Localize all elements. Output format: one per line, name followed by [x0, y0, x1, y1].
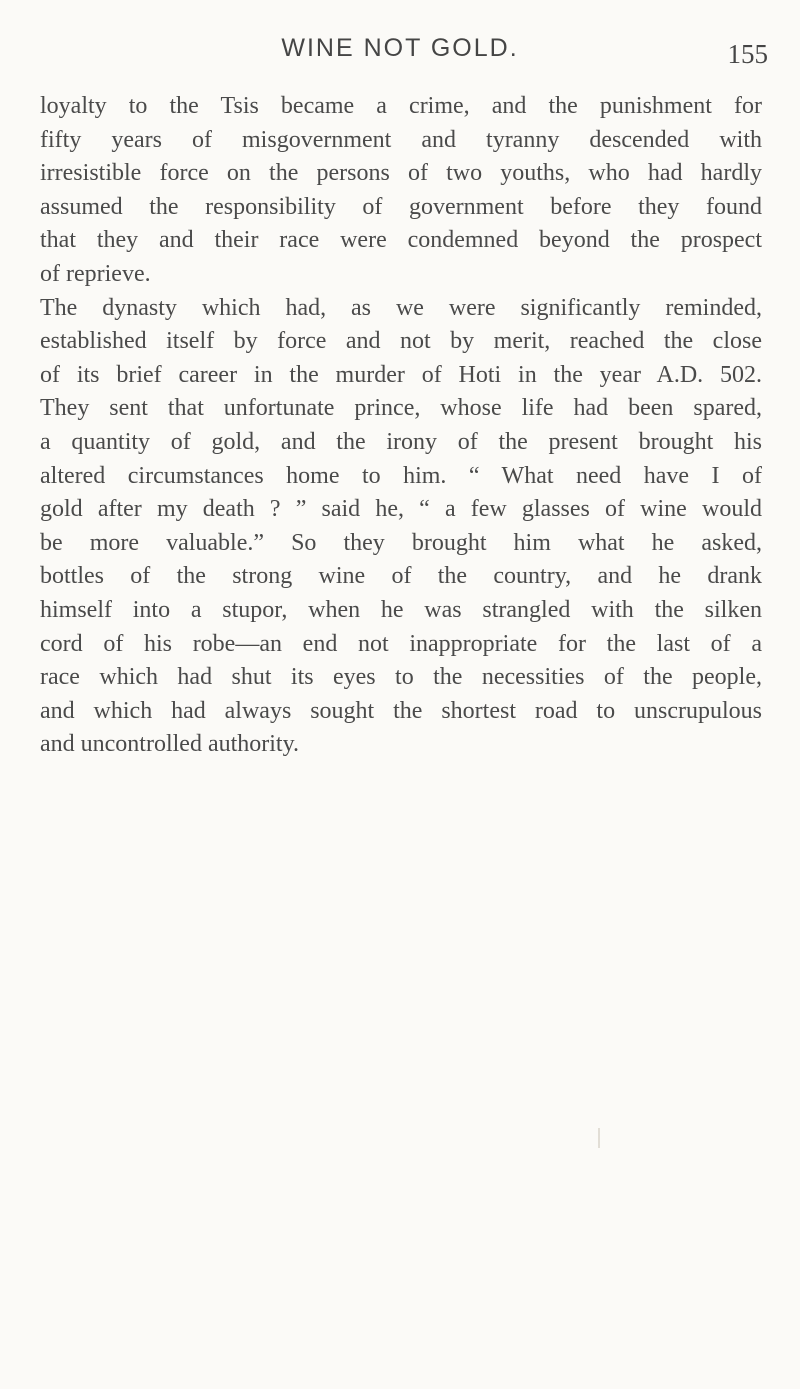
- text-line: of reprieve.: [40, 260, 151, 287]
- text-line: himself into a stupor, when he was strangled with the silken: [40, 596, 762, 623]
- body-text: [40, 90, 762, 762]
- running-head: [0, 30, 800, 70]
- running-title: WINE NOT GOLD.: [281, 34, 519, 62]
- paper-speck: [598, 1128, 600, 1148]
- text-line: and uncontrolled authority.: [40, 731, 300, 758]
- text-line: irresistible force on the persons of two youths, who had hardly: [40, 160, 762, 187]
- text-line: They sent that unfortunate prince, whose life had been spared,: [40, 395, 762, 422]
- text-line: bottles of the strong wine of the country, and he drank: [40, 563, 762, 590]
- text-line: assumed the responsibility of government before they found: [40, 193, 762, 220]
- page-number: 155: [727, 39, 768, 69]
- text-line: gold after my death ? ” said he, “ a few glasses of wine would: [40, 496, 762, 523]
- text-line: be more valuable.” So they brought him what he asked,: [40, 529, 762, 556]
- text-line: cord of his robe—an end not inappropriate for the last of a: [40, 630, 762, 657]
- text-line: that they and their race were condemned beyond the prospect: [40, 227, 762, 254]
- text-line: fifty years of misgovernment and tyranny descended with: [40, 126, 762, 153]
- text-line: altered circumstances home to him. “ What need have I of: [40, 462, 762, 489]
- text-line: and which had always sought the shortest road to unscrupulous: [40, 697, 762, 724]
- text-line: loyalty to the Tsis became a crime, and the punishment for: [40, 93, 762, 119]
- text-line: race which had shut its eyes to the necessities of the people,: [40, 664, 762, 691]
- text-line: a quantity of gold, and the irony of the present brought his: [40, 428, 762, 455]
- text-line: The dynasty which had, as we were significantly reminded,: [40, 294, 762, 321]
- text-line: of its brief career in the murder of Hoti in the year A.D. 502.: [40, 361, 762, 388]
- text-line: established itself by force and not by merit, reached the close: [40, 328, 762, 355]
